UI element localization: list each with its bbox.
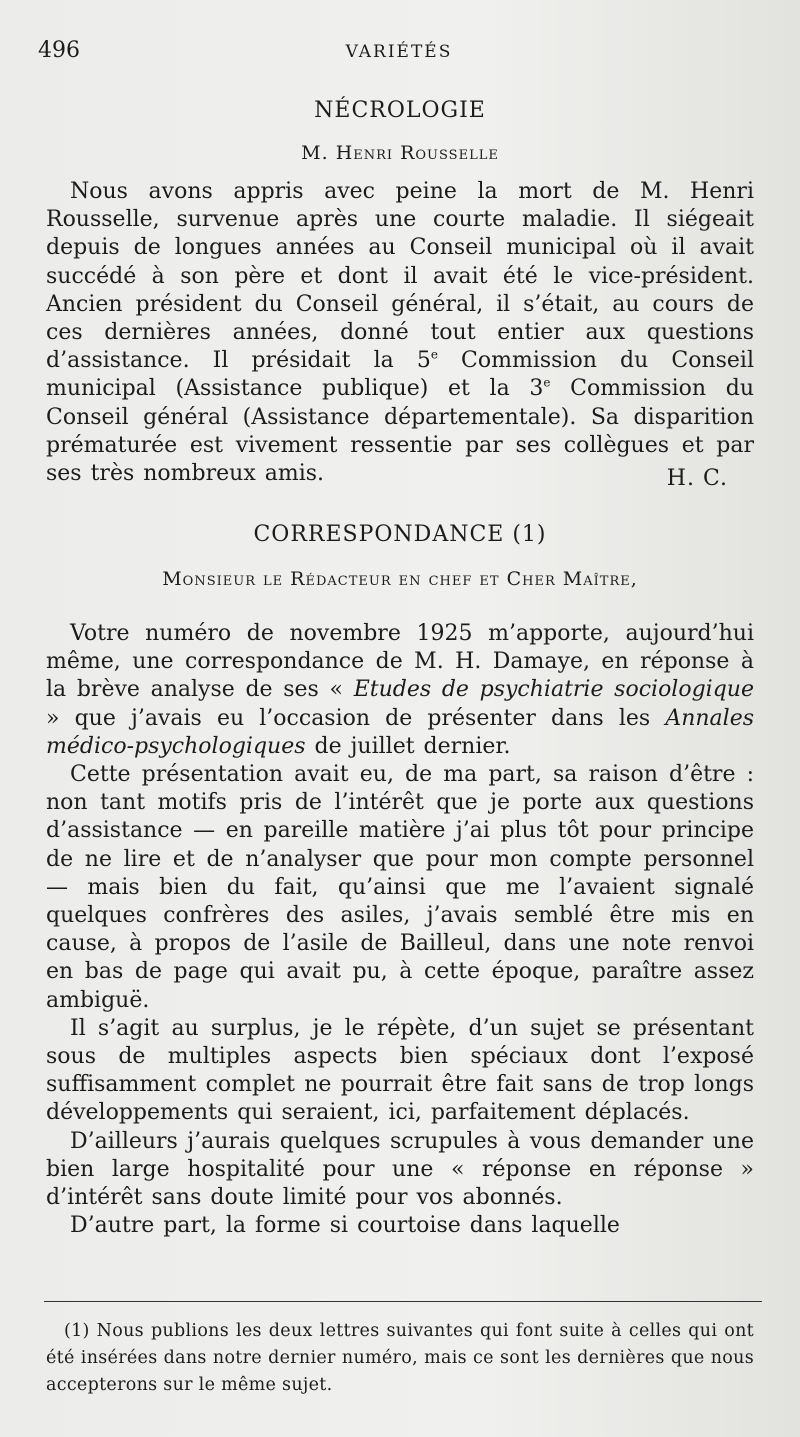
paragraph-3: Il s’agit au surplus, je le répète, d’un sujet se présentant sous de multiples aspects bien spéciaux dont l’exposé suffisamment complet ne pourrait être fait sans de trop longs développements qui seraient, ici, parfaitement déplacés. — [46, 1015, 754, 1126]
paragraph-2: Cette présentation avait eu, de ma part, sa raison d’être : non tant motifs pris de l’intérêt que je porte aux questions d’assistance — en pareille matière j’ai plus tôt pour principe de ne lire et de n’analyser que pour mon compte personnel — mais bien du fait, qu’ainsi que me l’avaient signalé quelques confrères des asiles, j’avais semblé être mis en cause, à propos de l’asile de Bailleul, dans une note renvoi en bas de page qui avait pu, à cette époque, paraître assez ambiguë. — [46, 762, 754, 1013]
paragraph-4: D’ailleurs j’aurais quelques scrupules à vous demander une bien large hospitalité pour une « réponse en réponse » d’intérêt sans doute limité pour vos abonnés. — [46, 1128, 754, 1211]
paragraph-1: Votre numéro de novembre 1925 m’apporte, aujourd’hui même, une correspondance de M. H. Damaye, en réponse à la brève analyse de ses « Etudes de psychiatrie sociologique » que j’avais eu l’occasion de présenter dans les Annales médico-psychologiques de juillet dernier. — [46, 621, 754, 759]
correspondence-heading: CORRESPONDANCE (1) — [253, 522, 547, 547]
necrology-subject: M. Henri Rousselle — [301, 142, 499, 164]
correspondence-text — [46, 620, 754, 1240]
paragraph-5: D’autre part, la forme si courtoise dans laquelle — [70, 1213, 620, 1239]
footnote-rule — [44, 1301, 762, 1302]
running-title: VARIÉTÉS — [345, 42, 453, 62]
page-number: 496 — [38, 38, 80, 63]
salutation: Monsieur le Rédacteur en chef et Cher Maître, — [162, 568, 638, 590]
necrology-heading: NÉCROLOGIE — [314, 98, 486, 123]
necrology-paragraph: Nous avons appris avec peine la mort de M. Henri Rousselle, survenue après une courte maladie. Il siégeait depuis de longues années au Conseil municipal où il avait succédé à son père et dont il avait été le vice-président. Ancien président du Conseil général, il s’était, au cours de ces dernières années, donné tout entier aux questions d’assistance. Il présidait la 5e Commission du Conseil municipal (Assistance publique) et la 3e Commission du Conseil général (Assistance départementale). Sa disparition prématurée est vivement ressentie par ses collègues et par ses très nombreux amis. — [46, 179, 754, 487]
running-head — [38, 38, 760, 72]
necrology-signature: H. C. — [666, 466, 728, 491]
footnote: (1) Nous publions les deux lettres suivantes qui font suite à celles qui ont été insérées dans notre dernier numéro, mais ce sont les dernières que nous accepterons sur le même sujet. — [46, 1321, 754, 1395]
